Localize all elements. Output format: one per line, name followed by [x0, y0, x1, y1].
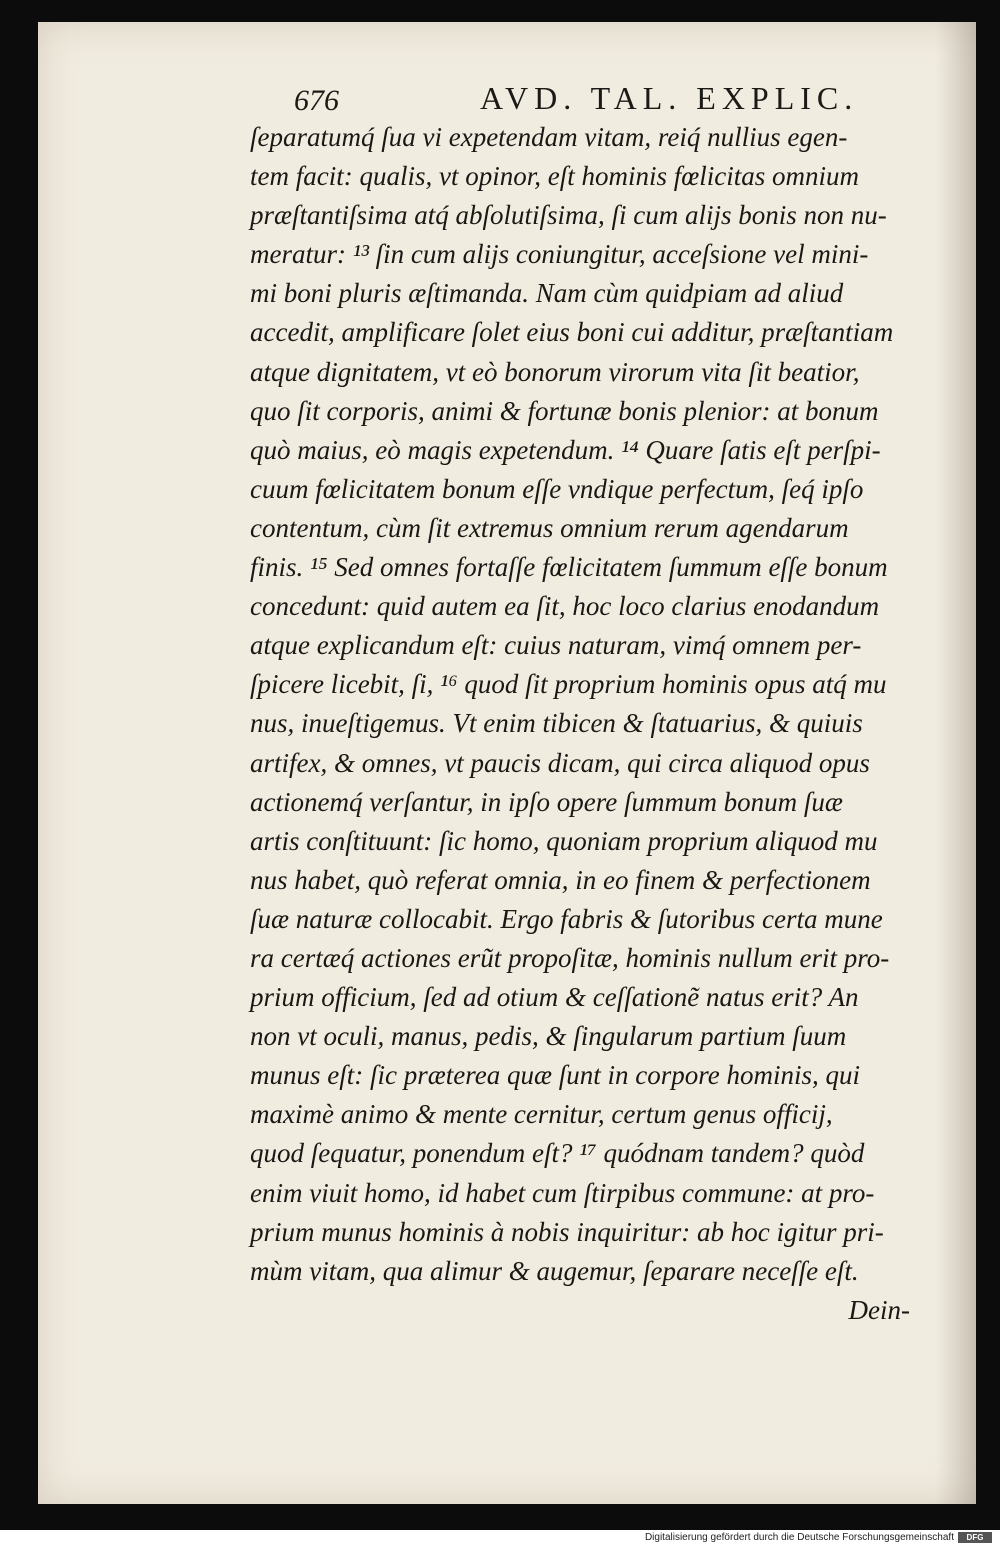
text-line: ſpicere licebit, ſi, ¹⁶ quod ſit proprium hominis opus atq́ mu	[250, 669, 887, 700]
text-line: ſuæ naturæ collocabit. Ergo fabris & ſutoribus certa mune	[250, 903, 883, 934]
digitization-footer	[0, 1530, 1000, 1545]
text-line: nus, inueſtigemus. Vt enim tibicen & ſtatuarius, & quiuis	[250, 708, 863, 739]
text-line: artifex, & omnes, vt paucis dicam, qui circa aliquod opus	[250, 747, 870, 778]
body-text	[250, 118, 910, 1330]
funding-notice: Digitalisierung gefördert durch die Deutsche Forschungsgemeinschaft	[644, 1532, 954, 1543]
text-line: ſeparatumq́ ſua vi expetendam vitam, reiq́ nullius egen-	[250, 122, 848, 152]
text-line: quò maius, eò magis expetendum. ¹⁴ Quare ſatis eſt perſpi-	[250, 434, 881, 465]
running-head: AVD. TAL. EXPLIC.	[480, 80, 859, 116]
text-line: quo ſit corporis, animi & fortunæ bonis plenior: at bonum	[250, 395, 879, 426]
page-number: 676	[294, 84, 339, 117]
text-line: non vt oculi, manus, pedis, & ſingularum partium ſuum	[250, 1021, 847, 1052]
text-line: cuum fœlicitatem bonum eſſe vndique perfectum, ſeq́ ipſo	[250, 473, 864, 504]
text-line: quod ſequatur, ponendum eſt? ¹⁷ quódnam tandem? quòd	[250, 1138, 865, 1169]
text-line: maximè animo & mente cernitur, certum genus officij,	[250, 1099, 833, 1130]
text-line: munus eſt: ſic præterea quæ ſunt in corpore hominis, qui	[250, 1060, 860, 1091]
text-line: concedunt: quid autem ea ſit, hoc loco clarius enodandum	[250, 591, 880, 622]
text-line: nus habet, quò referat omnia, in eo finem & perfectionem	[250, 864, 871, 895]
text-line: finis. ¹⁵ Sed omnes fortaſſe fœlicitatem ſummum eſſe bonum	[250, 552, 888, 583]
text-line: meratur: ¹³ ſin cum alijs coniungitur, acceſsione vel mini-	[250, 239, 869, 270]
text-line: atque dignitatem, vt eò bonorum virorum vita ſit beatior,	[250, 356, 860, 387]
text-line: prium officium, ſed ad otium & ceſſationẽ natus erit? An	[250, 982, 859, 1013]
text-line: ra certæq́ actiones erũt propoſitæ, hominis nullum erit pro-	[250, 942, 890, 973]
text-line: atque explicandum eſt: cuius naturam, vimq́ omnem per-	[250, 630, 862, 661]
text-line: artis conſtituunt: ſic homo, quoniam proprium aliquod mu	[250, 825, 878, 856]
text-line: mùm vitam, qua alimur & augemur, ſeparare neceſſe eſt.	[250, 1255, 859, 1286]
catchword: Dein-	[848, 1294, 910, 1325]
text-line: accedit, amplificare ſolet eius boni cui additur, præſtantiam	[250, 317, 894, 348]
text-line: prium munus hominis à nobis inquiritur: ab hoc igitur pri-	[250, 1216, 884, 1247]
text-line: mi boni pluris æſtimanda. Nam cùm quidpiam ad aliud	[250, 278, 844, 309]
text-line: actionemq́ verſantur, in ipſo opere ſummum bonum ſuæ	[250, 786, 843, 817]
text-line: contentum, cùm ſit extremus omnium rerum agendarum	[250, 512, 849, 543]
text-line: enim viuit homo, id habet cum ſtirpibus commune: at pro-	[250, 1177, 875, 1208]
text-line: præſtantiſsima atq́ abſolutiſsima, ſi cum alijs bonis non nu-	[250, 200, 887, 231]
text-line: tem facit: qualis, vt opinor, eſt hominis fœlicitas omnium	[250, 161, 859, 192]
dfg-logo: DFG	[958, 1532, 992, 1543]
